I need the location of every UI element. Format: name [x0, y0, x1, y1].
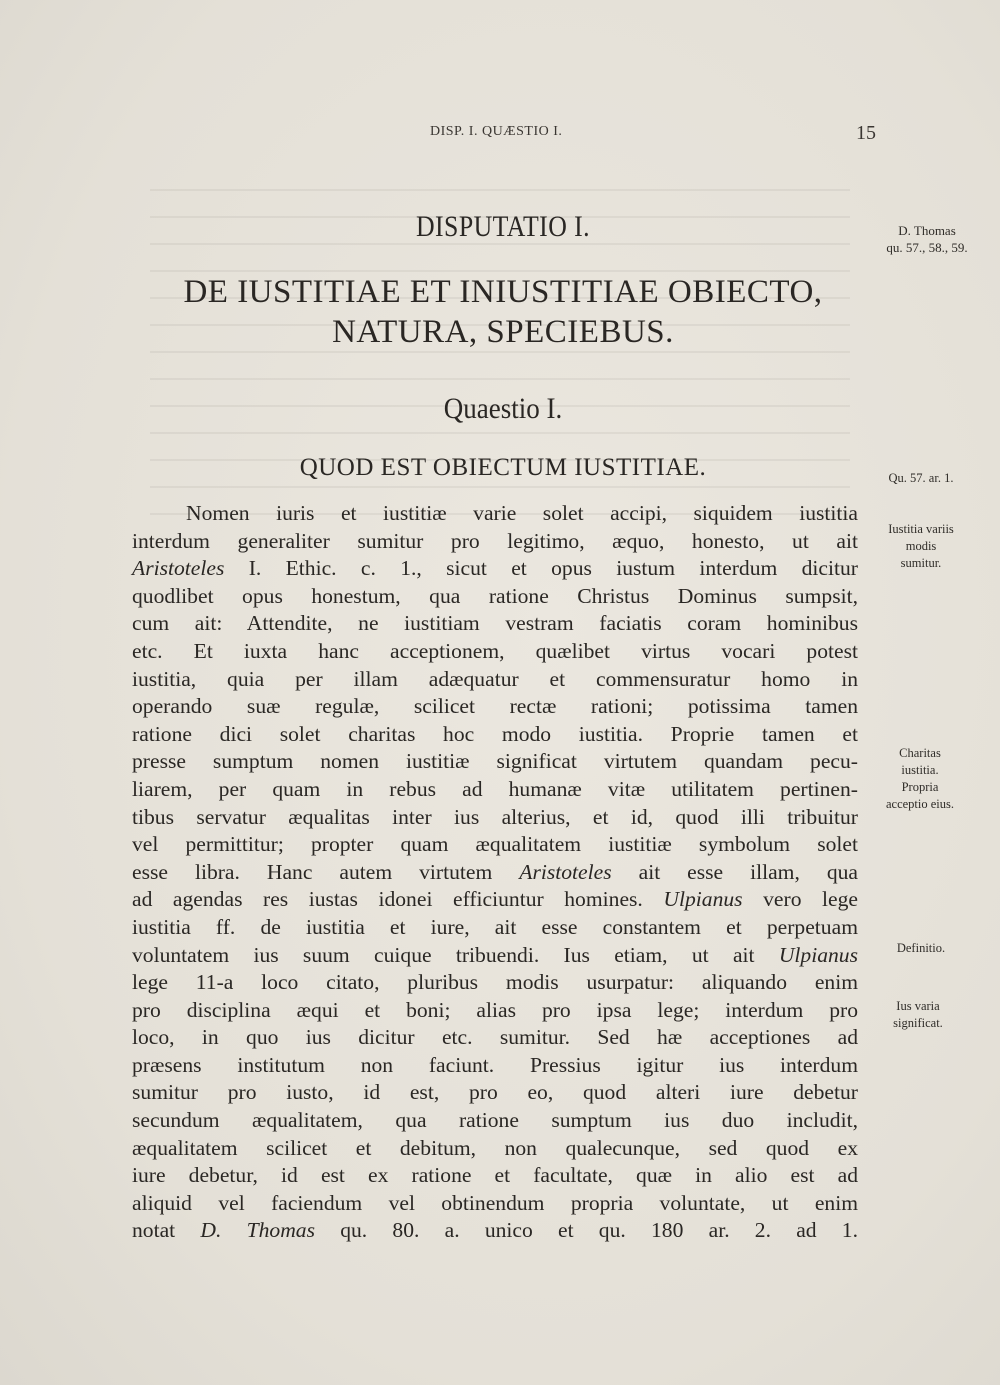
text-line: presse sumptum nomen iustitiæ significat virtutem quandam pecu- [132, 749, 858, 774]
margin-note-line: Propria [901, 780, 939, 794]
text-line: etc. Et iuxta hanc acceptionem, quælibet virtus vocari potest [132, 638, 858, 663]
text-line: ratione dici solet charitas hoc modo iustitia. Proprie tamen et [132, 721, 858, 746]
margin-note-line: Qu. 57. ar. 1. [888, 471, 954, 485]
margin-note-line: iustitia. [901, 763, 939, 777]
italic-name: Ulpianus [663, 887, 743, 912]
main-title-line-2: NATURA, SPECIEBUS. [332, 314, 674, 350]
margin-note-line: qu. 57., 58., 59. [886, 240, 968, 255]
text-line: Aristoteles I. Ethic. c. 1., sicut et opus iustum interdum dicitur [132, 556, 858, 581]
text-line: liarem, per quam in rebus ad humanæ vitæ utilitatem pertinen- [132, 776, 858, 801]
text-line: pro disciplina æqui et boni; alias pro ipsa lege; interdum pro [132, 997, 858, 1022]
text-line: notat D. Thomas qu. 80. a. unico et qu. 180 ar. 2. ad 1. [132, 1218, 858, 1243]
text-line: ad agendas res iustas idonei efficiuntur homines. Ulpianus vero lege [132, 887, 858, 912]
running-head-title: DISP. I. QUÆSTIO I. [430, 124, 563, 139]
margin-note-line: Charitas [899, 746, 941, 760]
text-line: iure debetur, id est ex ratione et facultate, quæ in alio est ad [132, 1163, 858, 1188]
margin-note-definitio [866, 940, 976, 957]
italic-name: Aristoteles [132, 556, 225, 581]
text-line: vel permittitur; propter quam æqualitatem iustitiæ symbolum solet [132, 832, 858, 857]
main-title [130, 272, 876, 352]
text-line: æqualitatem scilicet et debitum, non qualecunque, sed quod ex [132, 1135, 858, 1160]
italic-name: Ulpianus [778, 942, 858, 967]
italic-name: D. Thomas [200, 1218, 315, 1243]
text-line: operando suæ regulæ, scilicet rectæ rationi; potissima tamen [132, 694, 858, 719]
margin-note-qu-57 [866, 470, 976, 487]
text-line: voluntatem ius suum cuique tribuendi. Ius etiam, ut ait Ulpianus [132, 942, 858, 967]
italic-name: Aristoteles [519, 859, 612, 884]
question-subtitle: QUOD EST OBIECTUM IUSTITIAE. [299, 454, 707, 481]
margin-note-line: D. Thomas [898, 223, 956, 238]
margin-note-line: modis [905, 539, 937, 553]
body-text [132, 500, 858, 1245]
text-line: præsens institutum non faciunt. Pressius igitur ius interdum [132, 1052, 858, 1077]
main-title-line-1: DE IUSTITIAE ET INIUSTITIAE OBIECTO, [183, 274, 823, 310]
margin-note-line: Definitio. [896, 941, 946, 955]
margin-note-d-thomas [872, 222, 982, 256]
margin-note-ius-varia [860, 998, 976, 1032]
quaestio-heading: Quaestio I. [443, 392, 563, 425]
text-line: iustitia, quia per illam adæquatur et commensuratur homo in [132, 666, 858, 691]
text-line: sumitur pro iusto, id est, pro eo, quod alteri iure debetur [132, 1080, 858, 1105]
margin-note-iustitia-variis [866, 521, 976, 572]
margin-note-line: significat. [893, 1016, 943, 1030]
margin-note-charitas [858, 745, 982, 813]
margin-note-line: acceptio eius. [885, 797, 955, 811]
disputatio-heading: DISPUTATIO I. [415, 210, 591, 243]
text-line: interdum generaliter sumitur pro legitimo, æquo, honesto, ut ait [132, 528, 858, 553]
text-line: Nomen iuris et iustitiæ varie solet accipi, siquidem iustitia [186, 501, 858, 525]
margin-note-line: sumitur. [900, 556, 942, 570]
text-line: cum ait: Attendite, ne iustitiam vestram faciatis coram hominibus [132, 611, 858, 636]
text-line: iustitia ff. de iustitia et iure, ait esse constantem et perpetuam [132, 914, 858, 939]
margin-note-line: Ius varia [896, 999, 940, 1013]
text-line: tibus servatur æqualitas inter ius alterius, et id, quod illi tribuitur [132, 804, 858, 829]
page-number: 15 [856, 122, 876, 144]
text-line: esse libra. Hanc autem virtutem Aristoteles ait esse illam, qua [132, 859, 859, 884]
text-line: quodlibet opus honestum, qua ratione Christus Dominus sumpsit, [132, 583, 858, 608]
text-line: secundum æqualitatem, qua ratione sumptum ius duo includit, [132, 1108, 858, 1133]
running-head [130, 124, 876, 148]
text-line: aliquid vel faciendum vel obtinendum propria voluntate, ut enim [132, 1190, 858, 1215]
margin-note-line: Iustitia variis [888, 522, 954, 536]
text-line: loco, in quo ius dicitur etc. sumitur. Sed hæ acceptiones ad [132, 1025, 858, 1050]
text-line: lege 11-a loco citato, pluribus modis usurpatur: aliquando enim [132, 970, 858, 995]
